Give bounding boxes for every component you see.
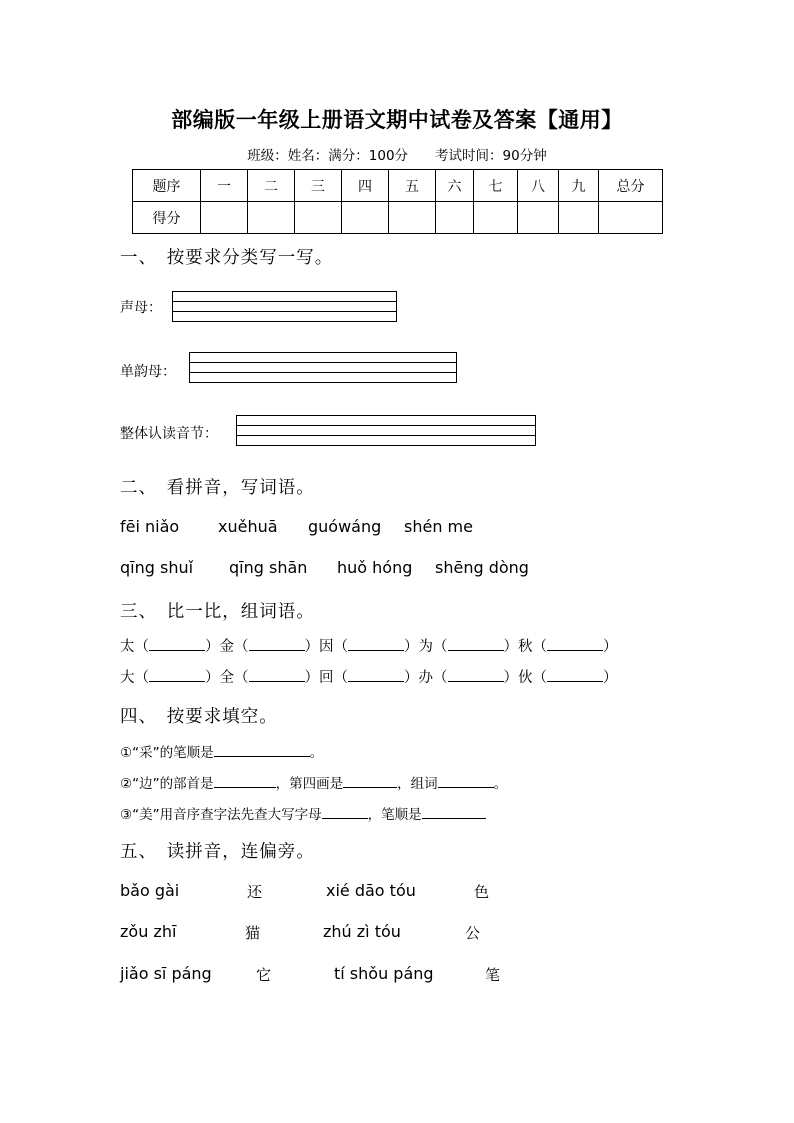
score-header-cell: 八 <box>518 170 559 202</box>
match-pinyin[interactable]: tí shǒu páng <box>334 964 434 983</box>
score-header-cell: 题序 <box>133 170 201 202</box>
pinyin-word: huǒ hóng <box>337 558 413 577</box>
answer-blank[interactable] <box>214 786 276 788</box>
section2-heading: 二、 看拼音，写词语。 <box>120 478 315 498</box>
match-pinyin[interactable]: zǒu zhī <box>120 922 177 941</box>
exam-info: 班级：姓名：满分：100分 考试时间：90分钟 <box>247 148 547 164</box>
pinyin-word: fēi niǎo <box>120 517 180 536</box>
answer-blank[interactable] <box>448 649 504 651</box>
match-char[interactable]: 还 <box>247 883 263 901</box>
match-pinyin[interactable]: bǎo gài <box>120 881 180 900</box>
fill-question-3: ③“美”用音序查字法先查大写字母 ，笔顺是 <box>120 803 486 823</box>
score-input-cell[interactable] <box>599 202 663 234</box>
score-header-cell: 四 <box>342 170 389 202</box>
answer-blank[interactable] <box>149 680 205 682</box>
section3-heading: 三、 比一比，组词语。 <box>120 602 315 622</box>
compare-char: 秋 <box>518 639 533 655</box>
score-input-cell[interactable] <box>389 202 436 234</box>
pinyin-word: qīng shān <box>229 558 308 577</box>
score-row-label: 得分 <box>133 202 201 234</box>
score-table-header-row <box>133 170 663 202</box>
label-zhengti: 整体认读音节： <box>120 426 218 442</box>
compare-char: 金 <box>219 639 234 655</box>
match-char[interactable]: 色 <box>474 883 490 901</box>
answer-blank[interactable] <box>249 649 305 651</box>
score-input-cell[interactable] <box>295 202 342 234</box>
page-title: 部编版一年级上册语文期中试卷及答案【通用】 <box>171 107 623 132</box>
score-input-cell[interactable] <box>518 202 559 234</box>
answer-blank[interactable] <box>547 649 603 651</box>
section4-heading: 四、 按要求填空。 <box>120 707 278 727</box>
score-input-cell[interactable] <box>201 202 248 234</box>
match-pinyin[interactable]: xié dāo tóu <box>326 881 416 900</box>
compare-char: 全 <box>219 670 234 686</box>
score-header-cell: 六 <box>436 170 474 202</box>
pinyin-word: shén me <box>404 517 473 536</box>
writing-lines-zhengti[interactable] <box>236 415 536 446</box>
score-header-cell: 三 <box>295 170 342 202</box>
compare-row-2: 大（ ）全（ ）回（ ）办（ ）伙（ ） <box>120 670 618 686</box>
score-table <box>132 169 663 234</box>
pinyin-word: xuěhuā <box>218 517 278 536</box>
answer-blank[interactable] <box>348 649 404 651</box>
answer-blank[interactable] <box>422 817 486 819</box>
score-header-cell: 总分 <box>599 170 663 202</box>
label-shengmu: 声母： <box>120 300 162 316</box>
compare-char: 因 <box>319 639 334 655</box>
pinyin-word: shēng dòng <box>435 558 529 577</box>
compare-char: 大 <box>120 670 135 686</box>
answer-blank[interactable] <box>343 786 397 788</box>
score-input-cell[interactable] <box>474 202 518 234</box>
compare-char: 为 <box>418 639 433 655</box>
answer-blank[interactable] <box>322 817 368 819</box>
section5-heading: 五、 读拼音，连偏旁。 <box>120 842 315 862</box>
score-header-cell: 一 <box>201 170 248 202</box>
compare-char: 太 <box>120 639 135 655</box>
compare-char: 办 <box>418 670 433 686</box>
answer-blank[interactable] <box>438 786 494 788</box>
answer-blank[interactable] <box>249 680 305 682</box>
answer-blank[interactable] <box>149 649 205 651</box>
answer-blank[interactable] <box>547 680 603 682</box>
label-danyunmu: 单韵母： <box>120 364 176 380</box>
score-header-cell: 五 <box>389 170 436 202</box>
score-input-cell[interactable] <box>559 202 599 234</box>
fill-question-2: ②“边”的部首是 ，第四画是 ，组词 。 <box>120 776 508 792</box>
writing-lines-danyunmu[interactable] <box>189 352 457 383</box>
match-pinyin[interactable]: zhú zì tóu <box>323 922 401 941</box>
match-char[interactable]: 猫 <box>245 924 261 942</box>
answer-blank[interactable] <box>214 755 310 757</box>
score-header-cell: 九 <box>559 170 599 202</box>
pinyin-word: qīng shuǐ <box>120 558 194 577</box>
match-char[interactable]: 笔 <box>485 966 501 984</box>
pinyin-word: guówáng <box>308 517 382 536</box>
score-input-cell[interactable] <box>248 202 295 234</box>
answer-blank[interactable] <box>448 680 504 682</box>
score-input-cell[interactable] <box>342 202 389 234</box>
section1-heading: 一、 按要求分类写一写。 <box>120 248 334 268</box>
compare-char: 伙 <box>518 670 533 686</box>
score-table-score-row <box>133 202 663 234</box>
fill-question-1: ①“采”的笔顺是 。 <box>120 745 324 761</box>
match-char[interactable]: 它 <box>256 966 272 984</box>
score-header-cell: 二 <box>248 170 295 202</box>
writing-lines-shengmu[interactable] <box>172 291 397 322</box>
compare-char: 回 <box>319 670 334 686</box>
match-char[interactable]: 公 <box>465 924 481 942</box>
score-input-cell[interactable] <box>436 202 474 234</box>
compare-row-1: 太（ ）金（ ）因（ ）为（ ）秋（ ） <box>120 639 618 655</box>
match-pinyin[interactable]: jiǎo sī páng <box>120 964 212 983</box>
answer-blank[interactable] <box>348 680 404 682</box>
score-header-cell: 七 <box>474 170 518 202</box>
